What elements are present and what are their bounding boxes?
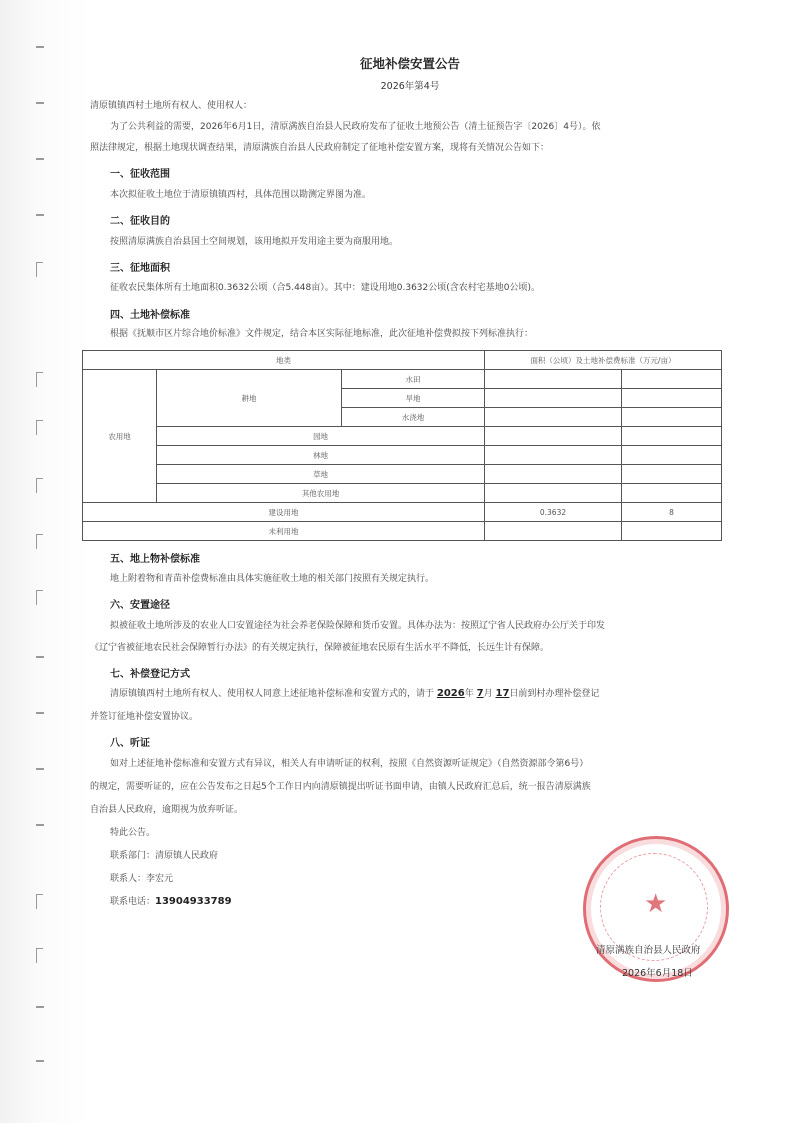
issuing-authority: 清原满族自治县人民政府 (596, 945, 701, 956)
section-6-text-1: 拟被征收土地所涉及的农业人口安置途径为社会养老保险保障和货币安置。具体办法为：按照辽宁省人民政府办公厅关于印发 (110, 621, 606, 631)
margin-mark (36, 894, 43, 909)
section-8-text-3: 自治县人民政府，逾期视为放弃听证。 (90, 805, 244, 815)
registration-month: 7 (476, 688, 484, 699)
margin-mark (36, 534, 43, 549)
table-row (83, 427, 722, 446)
table-cell-area (485, 408, 622, 427)
section-4-text: 根据《抚顺市区片综合地价标准》文件规定，结合本区实际征地标准，此次征地补偿费拟按下列标准执行： (110, 329, 534, 339)
margin-mark (36, 214, 44, 216)
table-row (83, 446, 722, 465)
table-row (83, 465, 722, 484)
table-cell-area (485, 446, 622, 465)
closing-phrase: 特此公告。 (110, 828, 156, 838)
registration-day: 17 (495, 688, 510, 699)
section-7-text-1 (110, 688, 599, 700)
intro-line-2: 照法律规定，根据土地现状调查结果，清原满族自治县人民政府制定了征地补偿安置方案，现将有关情况公告如下： (90, 143, 550, 153)
table-header-land-type: 地类 (83, 351, 485, 370)
official-seal (583, 836, 729, 982)
table-row (83, 522, 722, 541)
table-cell-grass: 草地 (157, 465, 485, 484)
table-cell-irrigated: 水浇地 (341, 408, 484, 427)
table-header-area-standard: 面积（公顷）及土地补偿费标准（万元/亩） (485, 351, 722, 370)
table-cell-standard (622, 465, 722, 484)
table-cell-other-agri: 其他农用地 (157, 484, 485, 503)
section-6-text-2: 《辽宁省被征地农民社会保障暂行办法》的有关规定执行，保障被征地农民原有生活水平不降低，长远生计有保障。 (90, 643, 550, 653)
registration-tail: 日前到村办理补偿登记 (509, 689, 600, 699)
section-2-title: 二、征收目的 (110, 216, 170, 227)
table-cell-standard (622, 370, 722, 389)
margin-mark (36, 1006, 44, 1008)
table-cell-area (485, 427, 622, 446)
section-1-title: 一、征收范围 (110, 169, 170, 180)
margin-mark (36, 158, 44, 160)
table-cell-area (485, 465, 622, 484)
margin-mark (36, 372, 43, 387)
table-cell-garden: 园地 (157, 427, 485, 446)
margin-mark (36, 824, 44, 826)
registration-year: 2026 (436, 688, 465, 699)
margin-mark (36, 948, 43, 963)
table-cell-standard (622, 427, 722, 446)
section-6-title: 六、安置途径 (110, 600, 170, 611)
margin-mark (36, 712, 44, 714)
contact-phone-number: 13904933789 (155, 896, 232, 907)
addressee: 清原镇镇西村土地所有权人、使用权人： (90, 101, 253, 111)
margin-mark (36, 1060, 44, 1062)
section-8-text-2: 的规定，需要听证的，应在公告发布之日起5个工作日内向清原镇提出听证书面申请，由镇人民政府汇总后，统一报告清原满族 (90, 782, 591, 792)
table-cell-construction-area: 0.3632 (485, 503, 622, 522)
table-cell-unused: 未利用地 (83, 522, 485, 541)
table-row (83, 484, 722, 503)
margin-mark (36, 46, 44, 48)
margin-mark (36, 102, 44, 104)
section-4-title: 四、土地补偿标准 (110, 310, 190, 321)
table-cell-standard (622, 389, 722, 408)
margin-mark (36, 478, 43, 493)
section-3-title: 三、征地面积 (110, 263, 170, 274)
table-cell-standard (622, 408, 722, 427)
table-row (83, 503, 722, 522)
margin-mark (36, 262, 43, 277)
issue-date: 2026年6月18日 (622, 968, 693, 979)
contact-phone (110, 896, 232, 908)
table-cell-area (485, 522, 622, 541)
compensation-table (82, 350, 722, 541)
table-cell-standard (622, 522, 722, 541)
margin-mark (36, 656, 44, 658)
contact-person: 联系人：李宏元 (110, 874, 174, 884)
margin-mark (36, 590, 43, 605)
table-cell-area (485, 389, 622, 408)
year-unit: 年 (464, 689, 474, 699)
table-cell-construction-standard: 8 (622, 503, 722, 522)
table-cell-arable: 耕地 (157, 370, 342, 427)
section-5-text: 地上附着物和青苗补偿费标准由具体实施征收土地的相关部门按照有关规定执行。 (110, 574, 435, 584)
section-7-text-2: 并签订征地补偿安置协议。 (90, 712, 199, 722)
section-8-text-1: 如对上述征地补偿标准和安置方式有异议，相关人有申请听证的权利，按照《自然资源听证规定》（自然资源部令第6号） (110, 759, 589, 769)
table-cell-area (485, 370, 622, 389)
contact-phone-label: 联系电话： (110, 897, 156, 907)
section-1-text: 本次拟征收土地位于清原镇镇西村，具体范围以勘测定界图为准。 (110, 190, 372, 200)
table-cell-paddy: 水田 (341, 370, 484, 389)
month-unit: 月 (483, 689, 493, 699)
section-3-text: 征收农民集体所有土地面积0.3632公顷（合5.448亩）。其中：建设用地0.3632公顷(含农村宅基地0公顷)。 (110, 283, 540, 293)
document-number: 2026年第4号 (380, 81, 440, 92)
table-cell-area (485, 484, 622, 503)
section-5-title: 五、地上物补偿标准 (110, 554, 200, 565)
section-8-title: 八、听证 (110, 738, 150, 749)
contact-department: 联系部门：清原镇人民政府 (110, 851, 219, 861)
table-cell-construction: 建设用地 (83, 503, 485, 522)
registration-intro: 清原镇镇西村土地所有权人、使用权人同意上述征地补偿标准和安置方式的，请于 (110, 689, 435, 699)
margin-mark (36, 420, 43, 435)
seal-star-icon: ★ (644, 889, 668, 919)
section-2-text: 按照清原满族自治县国土空间规划，该用地拟开发用途主要为商服用地。 (110, 237, 399, 247)
section-7-title: 七、补偿登记方式 (110, 669, 190, 680)
document-title: 征地补偿安置公告 (359, 56, 460, 71)
table-cell-standard (622, 484, 722, 503)
table-cell-dry: 旱地 (341, 389, 484, 408)
table-cell-agri: 农用地 (83, 370, 157, 503)
intro-line-1: 为了公共利益的需要，2026年6月1日，清原满族自治县人民政府发布了征收土地预公告（清土征预告字〔2026〕4号）。依 (110, 122, 601, 132)
margin-mark (36, 768, 44, 770)
table-cell-standard (622, 446, 722, 465)
table-row (83, 351, 722, 370)
table-cell-forest: 林地 (157, 446, 485, 465)
table-row (83, 370, 722, 389)
